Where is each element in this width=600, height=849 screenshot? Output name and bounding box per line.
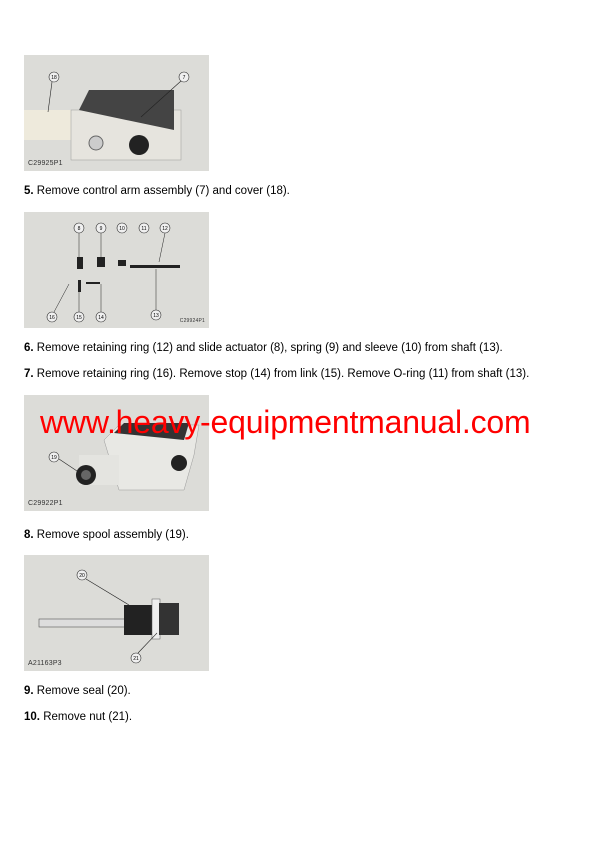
step-8 bbox=[24, 529, 189, 541]
callout-13: 13 bbox=[153, 313, 159, 319]
step-text: Remove control arm assembly (7) and cover (18). bbox=[33, 185, 290, 197]
callout-9: 9 bbox=[99, 226, 103, 232]
callout-8: 8 bbox=[77, 226, 81, 232]
figure-control-arm-cover bbox=[24, 55, 209, 171]
step-number: 5. bbox=[24, 185, 34, 197]
step-10 bbox=[24, 711, 132, 723]
callout-12: 12 bbox=[162, 226, 168, 232]
step-number: 9. bbox=[24, 685, 34, 697]
callout-19: 19 bbox=[51, 455, 57, 461]
step-number: 10. bbox=[24, 711, 40, 723]
callout-14: 14 bbox=[98, 315, 104, 321]
step-text: Remove spool assembly (19). bbox=[33, 529, 189, 541]
photo-spool bbox=[24, 555, 209, 671]
figure-code: C29922P1 bbox=[28, 500, 63, 507]
step-text: Remove retaining ring (12) and slide actuator (8), spring (9) and sleeve (10) from shaft (13). bbox=[33, 342, 503, 354]
callout-21: 21 bbox=[133, 656, 139, 662]
step-6 bbox=[24, 342, 503, 354]
callout-11: 11 bbox=[141, 226, 147, 232]
step-9 bbox=[24, 685, 131, 697]
step-number: 8. bbox=[24, 529, 34, 541]
step-number: 7. bbox=[24, 368, 34, 380]
callout-16: 16 bbox=[49, 315, 55, 321]
figure-code: C29925P1 bbox=[28, 160, 63, 167]
figure-spool-seal-nut bbox=[24, 555, 209, 671]
step-text: Remove nut (21). bbox=[40, 711, 133, 723]
step-text: Remove seal (20). bbox=[33, 685, 131, 697]
step-text: Remove retaining ring (16). Remove stop (14) from link (15). Remove O-ring (11) from shaft (13). bbox=[33, 368, 530, 380]
callout-7: 7 bbox=[182, 75, 186, 81]
watermark: www.heavy-equipmentmanual.com bbox=[40, 404, 531, 440]
figure-exploded-parts bbox=[24, 212, 209, 328]
step-5 bbox=[24, 185, 290, 197]
step-7 bbox=[24, 368, 529, 380]
photo-exploded-parts bbox=[24, 212, 209, 328]
step-number: 6. bbox=[24, 342, 34, 354]
figure-code: A21163P3 bbox=[28, 660, 62, 667]
callout-18: 18 bbox=[51, 75, 57, 81]
photo-control-valve bbox=[24, 55, 209, 171]
callout-10: 10 bbox=[119, 226, 125, 232]
callout-20: 20 bbox=[79, 573, 85, 579]
callout-15: 15 bbox=[76, 315, 82, 321]
figure-code: C29924P1 bbox=[179, 318, 205, 324]
